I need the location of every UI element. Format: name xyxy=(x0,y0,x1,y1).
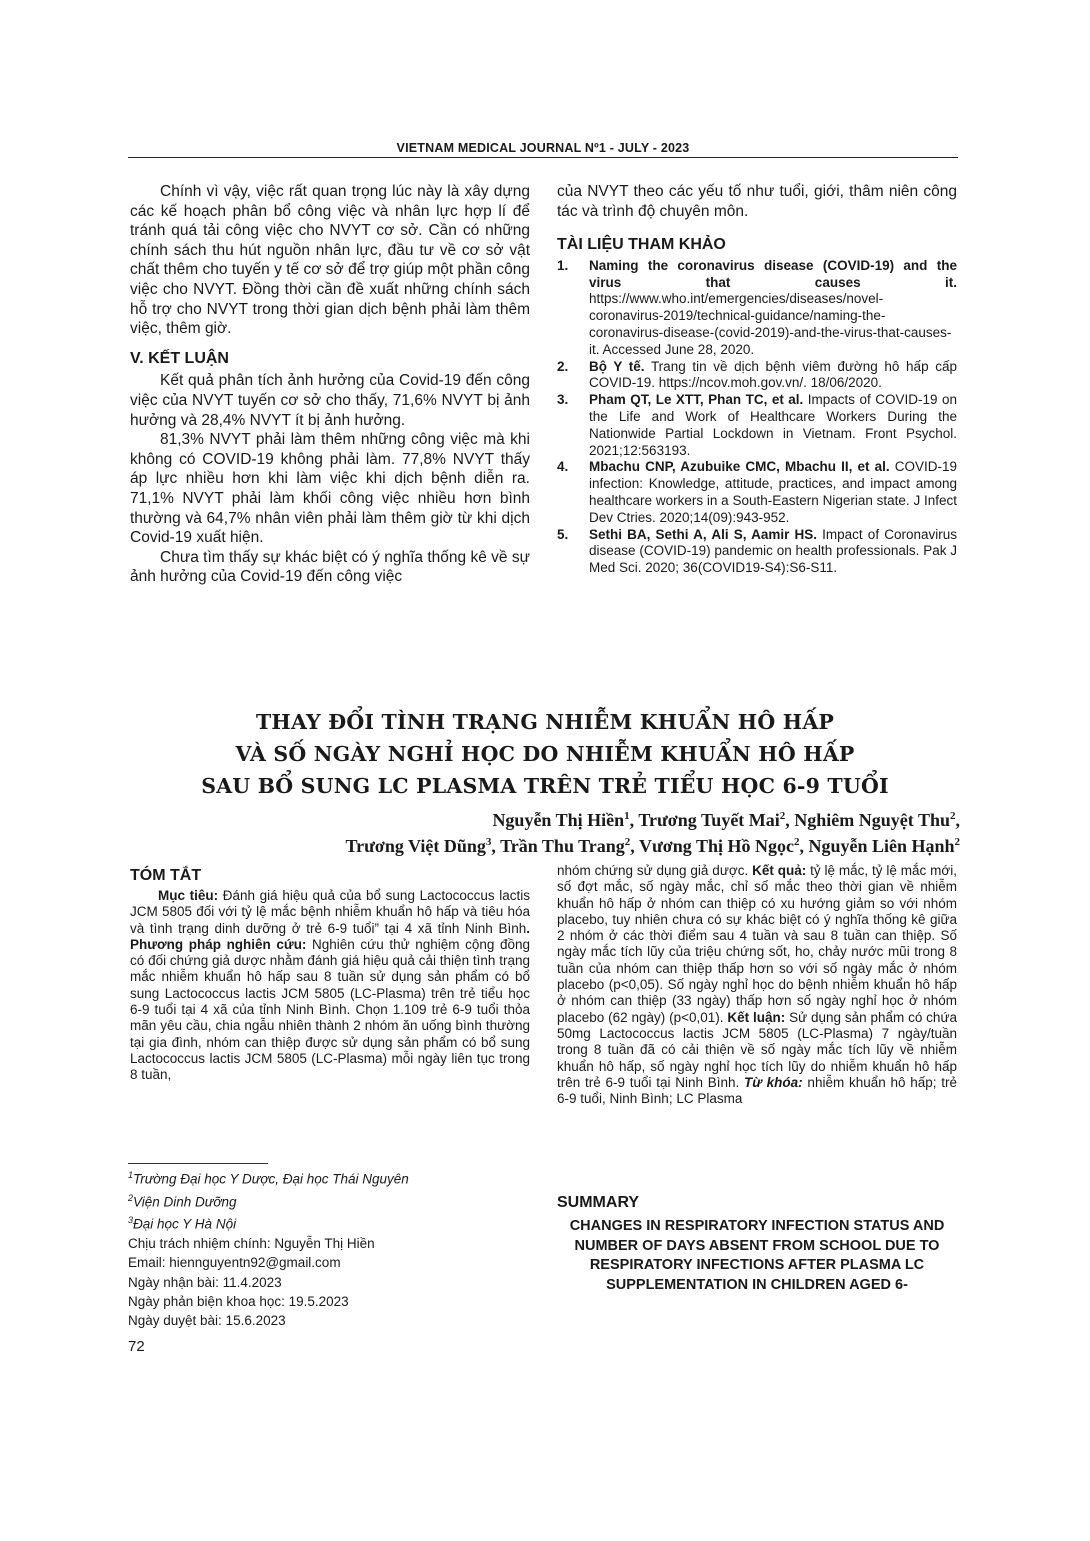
author-name: Nguyễn Liên Hạnh xyxy=(808,836,955,856)
reference-authors: Sethi BA, Sethi A, Ali S, Aamir HS. xyxy=(589,526,818,542)
date-accepted: Ngày duyệt bài: 15.6.2023 xyxy=(128,1312,286,1328)
reference-item xyxy=(557,392,957,459)
date-reviewed: Ngày phản biện khoa học: 19.5.2023 xyxy=(128,1293,349,1309)
affiliation-text: Viện Dinh Dưỡng xyxy=(133,1194,237,1210)
date-received: Ngày nhận bài: 11.4.2023 xyxy=(128,1274,282,1290)
reference-item xyxy=(557,459,957,526)
abstract-text: nhóm chứng sử dụng giả dược. xyxy=(557,863,753,878)
author-name: Vương Thị Hồ Ngọc xyxy=(638,836,794,856)
journal-header: VIETNAM MEDICAL JOURNAL Nº1 - JULY - 2023 xyxy=(396,141,690,155)
page-number: 72 xyxy=(128,1338,145,1355)
author-name: Trương Việt Dũng xyxy=(345,836,486,856)
footnotes xyxy=(128,1166,528,1330)
abstract-text: Nghiên cứu thử nghiệm cộng đồng có đối chứng giả dược nhằm đánh giá hiệu quả cải thiện tình trạng mắc nhiễm khuẩn hô hấp sau 8 tuần sử dụng sản phẩm có bổ sung Lactococcus lactis JCM 5805 (LC-Plasma) trên trẻ tiểu học 6-9 tuổi tại 4 xã của tỉnh Ninh Bình. Chọn 1.109 trẻ 6-9 tuổi thỏa mãn yêu cầu, chia ngẫu nhiên thành 2 nhóm ăn uống bình thường tại gia đình, nhóm can thiệp được sử dụng sản phẩm có bổ sung Lactococcus lactis JCM 5805 (LC-Plasma) mỗi ngày liên tục trong 8 tuần, xyxy=(130,936,530,1083)
reference-item xyxy=(557,258,957,359)
reference-item xyxy=(557,359,957,393)
article-title xyxy=(130,706,960,802)
author-affiliation-mark: 2 xyxy=(954,836,960,848)
abstract-label-results: Kết quả: xyxy=(752,863,807,878)
paragraph-continued: của NVYT theo các yếu tố như tuổi, giới, thâm niên công tác và trình độ chuyên môn. xyxy=(557,183,957,220)
reference-body: COVID-19 infection: Knowledge, attitude, practices, and impact among healthcare workers in a South-Eastern Nigerian state. J Infect Dev Ctries. 2020;14(09):943-952. xyxy=(589,459,957,525)
author-line-2: Trương Việt Dũng$^3$, Trần Thu Trang$^2$, Vương Thị Hồ Ngọc$^2$, Nguyễn Liên Hạnh$^2$ xyxy=(345,836,960,856)
author-name: Trần Thu Trang xyxy=(500,836,625,856)
title-line: THAY ĐỔI TÌNH TRẠNG NHIỄM KHUẨN HÔ HẤP xyxy=(255,710,835,734)
author-name: Trương Tuyết Mai xyxy=(638,810,780,830)
author-line-1: Nguyễn Thị Hiền$^1$, Trương Tuyết Mai$^2$, Nghiêm Nguyệt Thu$^2$, xyxy=(492,810,960,830)
right-top-column xyxy=(557,182,957,577)
affiliation-text: Trường Đại học Y Dược, Đại học Thái Nguyên xyxy=(133,1171,409,1187)
header-rule xyxy=(128,157,958,158)
abstract-right-column xyxy=(557,863,957,1107)
paragraph: Kết quả phân tích ảnh hưởng của Covid-19 đến công việc của NVYT tuyến cơ sở cho thấy, 71,6% NVYT bị ảnh hưởng và 28,4% NVYT ít bị ảnh hưởng. xyxy=(130,372,530,429)
title-line: SAU BỔ SUNG LC PLASMA TRÊN TRẺ TIỂU HỌC 6-9 TUỔI xyxy=(201,774,889,798)
author-affiliation-mark: 2 xyxy=(779,810,786,822)
affiliation-1: $^1$Trường Đại học Y Dược, Đại học Thái Nguyên xyxy=(128,1170,409,1187)
abstract-heading: TÓM TẮT xyxy=(130,867,202,884)
abstract-paragraph xyxy=(557,863,957,1107)
footnote-rule xyxy=(128,1163,268,1164)
reference-body: https://www.who.int/emergencies/diseases/novel-coronavirus-2019/technical-guidance/naming-the-coronavirus-disease-(covid-2019)-and-the-virus-that-causes-it. Accessed June 28, 2020. xyxy=(589,291,952,357)
summary-title: CHANGES IN RESPIRATORY INFECTION STATUS AND NUMBER OF DAYS ABSENT FROM SCHOOL DUE TO RESPIRATORY INFECTIONS AFTER PLASMA LC SUPPLEMENTATION IN CHILDREN AGED 6- xyxy=(569,1218,945,1293)
abstract-label-objective: Mục tiêu: xyxy=(158,888,219,903)
abstract-label-methods: . Phương pháp nghiên cứu: xyxy=(130,920,530,952)
reference-number: 5. xyxy=(557,526,569,542)
author-name: Nghiêm Nguyệt Thu xyxy=(794,810,950,830)
author-affiliation-mark: 2 xyxy=(793,836,800,848)
summary-heading: SUMMARY xyxy=(557,1194,640,1211)
abstract-label-keywords: Từ khóa: xyxy=(744,1074,803,1090)
affiliation-text: Đại học Y Hà Nội xyxy=(133,1216,237,1232)
reference-number: 1. xyxy=(557,257,569,273)
reference-number: 3. xyxy=(557,392,569,408)
abstract-left-column xyxy=(130,888,530,1084)
abstract-text: Sử dụng sản phẩm có chứa 50mg Lactococcus lactis JCM 5805 (LC-Plasma) 7 ngày/tuần trong 8 tuần đã có cải thiện về số ngày mắc tích lũy về nhiễm khuẩn hô hấp, số ngày nghỉ học tích lũy do nhiễm khuẩn hô hấp trên trẻ 6-9 tuổi tại Ninh Bình. xyxy=(557,1009,957,1090)
left-top-column xyxy=(130,182,530,587)
references-heading: TÀI LIỆU THAM KHẢO xyxy=(557,236,726,254)
reference-authors: Mbachu CNP, Azubuike CMC, Mbachu II, et al. xyxy=(589,459,890,475)
reference-authors: Naming the coronavirus disease (COVID-19) and the virus that causes it. xyxy=(589,257,957,290)
paragraph: 81,3% NVYT phải làm thêm những công việc mà khi không có COVID-19 không phải làm. 77,8% NVYT thấy áp lực nhiều hơn khi làm việc khi dịch bệnh diễn ra. 71,1% NVYT phải làm khối công việc nhiều hơn bình thường và 64,7% nhân viên phải làm thêm giờ từ khi dịch Covid-19 xuất hiện. xyxy=(130,431,530,547)
section-heading-conclusion: V. KẾT LUẬN xyxy=(130,349,229,367)
email: Email: hiennguyentn92@gmail.com xyxy=(128,1255,341,1271)
title-line: VÀ SỐ NGÀY NGHỈ HỌC DO NHIỄM KHUẨN HÔ HẤP xyxy=(235,742,855,766)
reference-item xyxy=(557,527,957,577)
author-affiliation-mark: 2 xyxy=(950,810,956,822)
paragraph: Chưa tìm thấy sự khác biệt có ý nghĩa thống kê về sự ảnh hưởng của Covid-19 đến công việc xyxy=(130,548,530,586)
references-list xyxy=(557,258,957,577)
abstract-text: Đánh giá hiệu quả của bổ sung Lactococcus lactis JCM 5805 đối với tỷ lệ mắc bệnh nhiễm khuẩn hô hấp và tiêu hóa và tình trạng dinh dưỡng ở trẻ 6-9 tuổi” tại 4 xã tỉnh Ninh Bình xyxy=(130,888,531,936)
author-affiliation-mark: 1 xyxy=(624,810,630,822)
abstract-text: tỷ lệ mắc, tỷ lệ mắc mới, số đợt mắc, số ngày mắc, chỉ số mắc theo thời gian về nhiễm khuẩn hô hấp ở nhóm can thiệp có xu hướng giảm so với nhóm placebo, tuy nhiên chưa có sự khác biệt có ý nghĩa thống kê giữa 2 nhóm ở các thời điểm sau 4 tuần và sau 8 tuần can thiệp. Số ngày mắc tích lũy của triệu chứng sốt, ho, chảy nước mũi trong 8 tuần của nhóm can thiệp thấp hơn so với số ngày mắc ở nhóm placebo (p<0,05). Số ngày nghỉ học do bệnh nhiễm khuẩn hô hấp ở nhóm can thiệp (33 ngày) thấp hơn số ngày nghỉ học ở nhóm placebo (62 ngày) (p<0,01). xyxy=(557,863,958,1025)
reference-body: Trang tin về dịch bệnh viêm đường hô hấp cấp COVID-19. https://ncov.moh.gov.vn/. 18/06/2020. xyxy=(589,358,957,391)
reference-number: 2. xyxy=(557,358,569,374)
abstract-paragraph xyxy=(130,888,530,1084)
reference-authors: Bộ Y tế. xyxy=(589,358,645,374)
reference-authors: Pham QT, Le XTT, Phan TC, et al. xyxy=(589,392,804,408)
author-name: Nguyễn Thị Hiền xyxy=(492,810,625,830)
reference-body: Impact of Coronavirus disease (COVID-19) pandemic on health professionals. Pak J Med Sci. 2020; 36(COVID19-S4):S6-S11. xyxy=(589,526,957,576)
affiliation-3: $^3$Đại học Y Hà Nội xyxy=(128,1215,237,1232)
abstract-text: nhiễm khuẩn hô hấp; trẻ 6-9 tuổi, Ninh Bình; LC Plasma xyxy=(557,1074,957,1107)
abstract-label-conclusion: Kết luận: xyxy=(727,1009,786,1025)
reference-number: 4. xyxy=(557,459,569,475)
paragraph: Chính vì vậy, việc rất quan trọng lúc này là xây dựng các kế hoạch phân bổ công việc và nhân lực hợp lí để tránh quá tải công việc cho NVYT cơ sở. Cần có những chính sách thu hút nguồn nhân lực, đầu tư về cơ sở vật chất thêm cho tuyến y tế cơ sở để trợ giúp một phần công việc cho NVYT. Đồng thời cần đề xuất những chính sách hỗ trợ cho NVYT trong thời gian dịch bệnh phải làm thêm việc, thêm giờ. xyxy=(130,183,530,338)
author-affiliation-mark: 3 xyxy=(485,836,492,848)
reference-body: Impacts of COVID-19 on the Life and Work of Healthcare Workers During the Nationwide Partial Lockdown in Vietnam. Front Psychol. 2021;12:563193. xyxy=(589,392,957,458)
affiliation-2: $^2$Viện Dinh Dưỡng xyxy=(128,1192,237,1210)
corresponding-author: Chịu trách nhiệm chính: Nguyễn Thị Hiền xyxy=(128,1236,375,1252)
author-affiliation-mark: 2 xyxy=(624,836,631,848)
